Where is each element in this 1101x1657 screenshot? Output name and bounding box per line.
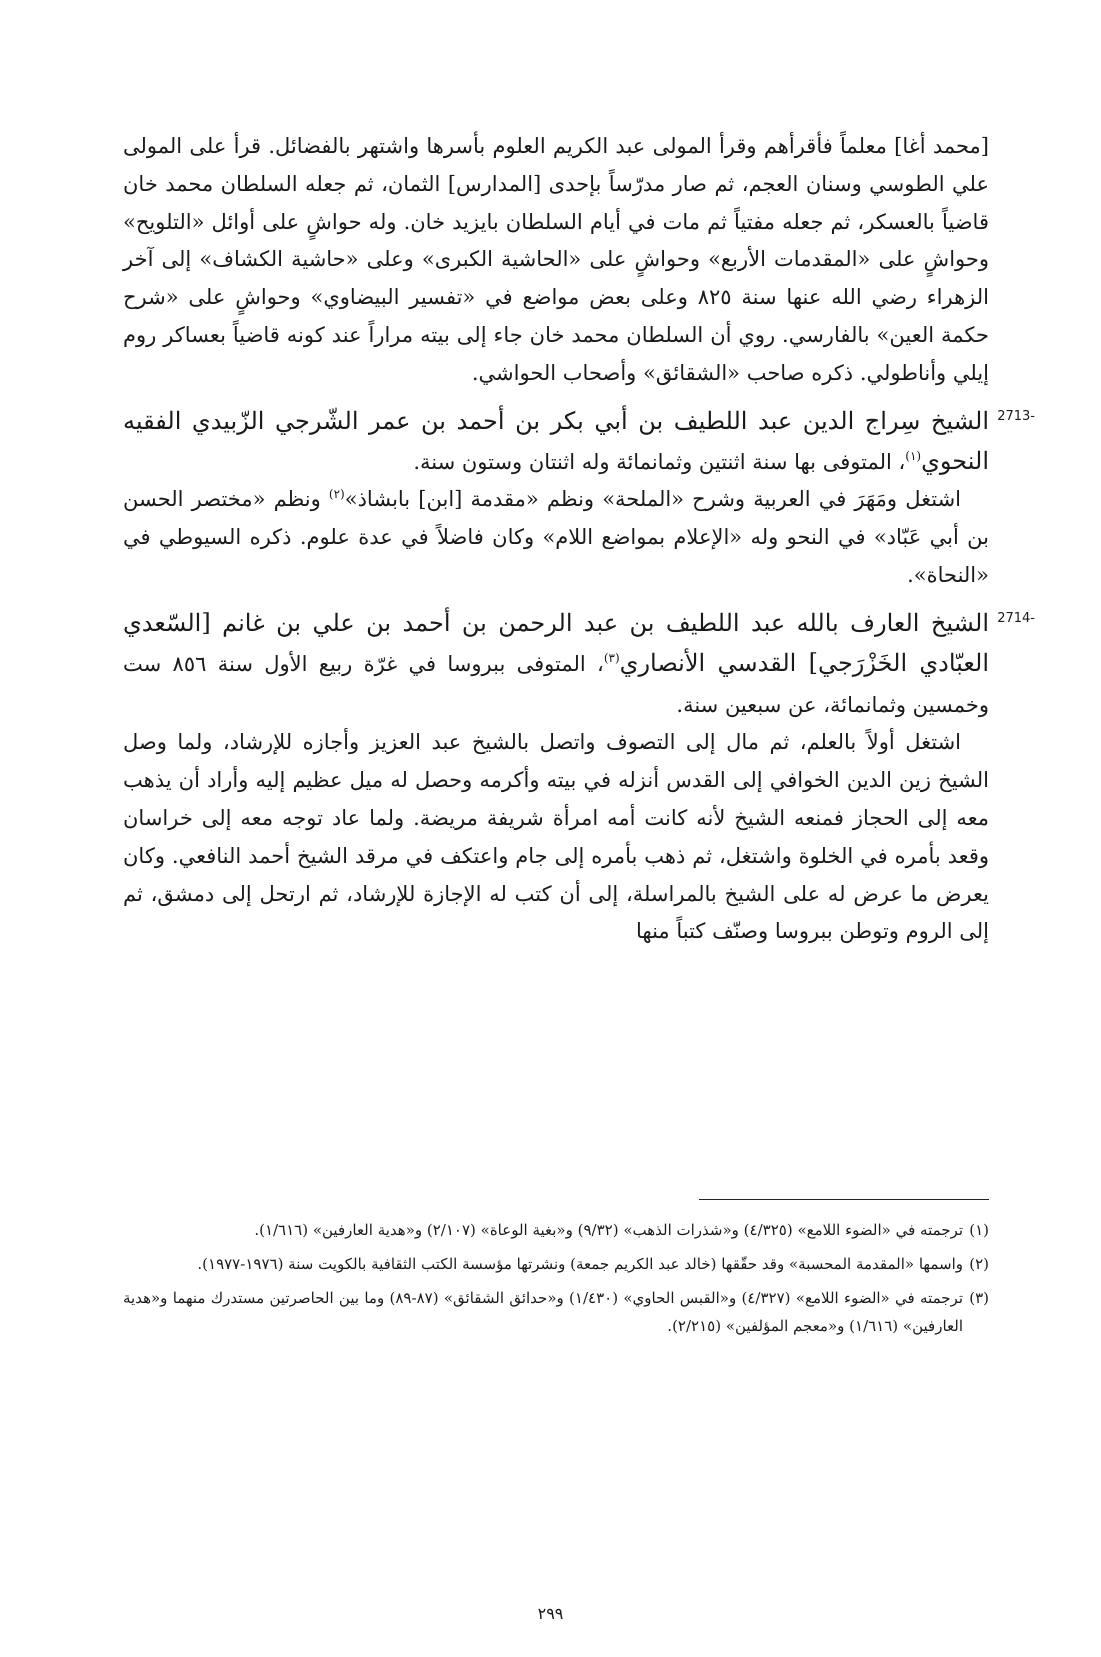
entry-body (123, 724, 989, 951)
footnote-separator (699, 1199, 989, 1200)
footnote-1 (123, 1216, 989, 1244)
footnotes-block (123, 1216, 989, 1346)
footnote-3 (123, 1284, 989, 1340)
footnote-marker: (٣) (969, 1289, 989, 1307)
entry-body-text: اشتغل ومَهَرَ في العربية وشرح «الملحة» ونظم «مقدمة [ابن] بابشاذ» (344, 487, 961, 512)
footnote-marker: (١) (969, 1221, 989, 1239)
footnote-marker: (٢) (969, 1255, 989, 1273)
entry-heading-tail: ، المتوفى بها سنة اثنتين وثمانمائة وله اثنتان وستون سنة. (413, 449, 906, 474)
footnote-text: واسمها «المقدمة المحسبة» وقد حقّقها (خالد عبد الكريم جمعة) ونشرتها مؤسسة الكتب الثقافية بالكويت سنة (١٩٧٦-١٩٧٧). (197, 1255, 963, 1273)
entry-body-text: اشتغل أولاً بالعلم، ثم مال إلى التصوف واتصل بالشيخ عبد العزيز وأجازه للإرشاد، ولما وصل الشيخ زين الدين الخوافي إلى القدس أنزله في بيته وأكرمه وحصل له ميل عظيم إليه وأراد أن يذهب معه إلى الحجاز فمنعه الشيخ لأنه كانت أمه امرأة شريفة مريضة. ولما عاد توجه معه إلى خراسان وقعد بأمره في الخلوة واشتغل، ثم ذهب بأمره إلى جام واعتكف في مرقد الشيخ أحمد النافعي. وكان يعرض ما عرض له على الشيخ بالمراسلة، إلى أن كتب له الإجازة للإرشاد، ثم ارتحل إلى دمشق، ثم إلى الروم وتوطن ببروسا وصنّف كتباً منها (123, 730, 989, 944)
entry-number: 2714- (997, 610, 1035, 626)
entry-heading (123, 603, 989, 725)
footnote-ref: (١) (905, 448, 922, 463)
entry-heading (123, 401, 989, 482)
biography-entry-2713 (123, 401, 1035, 595)
footnote-text: ترجمته في «الضوء اللامع» (٤/٣٢٥) و«شذرات الذهب» (٩/٣٢) و«بغية الوعاة» (٢/١٠٧) و«هدية العارفين» (١/٦١٦). (254, 1221, 963, 1239)
footnote-ref: (٢) (328, 487, 345, 502)
page-number: ٢٩٩ (537, 1604, 564, 1623)
footnote-text: ترجمته في «الضوء اللامع» (٤/٣٢٧) و«القبس الحاوي» (١/٤٣٠) و«حدائق الشقائق» (٨٧-٨٩) وما بين الحاصرتين مستدرك منهما و«هدية العارفين» (١/٦١٦) و«معجم المؤلفين» (٢/٢١٥). (123, 1289, 963, 1335)
entry-heading-tail: ، المتوفى ببروسا في غرّة ربيع الأول سنة ٨٥٦ ست وخمسين وثمانمائة، عن سبعين سنة. (123, 651, 989, 717)
entry-heading-text: الشيخ سِراج الدين عبد اللطيف بن أبي بكر بن أحمد بن عمر الشّرجي الزّبيدي الفقيه النحوي (123, 406, 989, 475)
entry-heading-text: الشيخ العارف بالله عبد اللطيف بن عبد الرحمن بن أحمد بن علي بن غانم [السّعدي العبّادي الخَزْرَجي] القدسي الأنصاري (123, 608, 989, 677)
entry-body-text-cont: ونظم «مختصر الحسن بن أبي عَبّاد» في النحو وله «الإعلام بمواضع اللام» وكان فاضلاً في عدة علوم. ذكره السيوطي في «النحاة». (123, 487, 989, 587)
intro-paragraph: [محمد أغا] معلماً فأقرأهم وقرأ المولى عبد الكريم العلوم بأسرها واشتهر بالفضائل. قرأ على المولى علي الطوسي وسنان العجم، ثم صار مدرّساً بإحدى [المدارس] الثمان، ثم جعله السلطان محمد خان قاضياً بالعسكر، ثم جعله مفتياً ثم مات في أيام السلطان بايزيد خان. وله حواشٍ على أوائل «التلويح» وحواشٍ على «المقدمات الأربع» وحواشٍ على «الحاشية الكبرى» وعلى «حاشية الكشاف» إلى آخر الزهراء رضي الله عنها سنة ٨٢٥ وعلى بعض مواضع في «تفسير البيضاوي» وحواشٍ على «شرح حكمة العين» بالفارسي. روي أن السلطان محمد خان جاء إلى بيته مراراً عند كونه قاضياً بعساكر روم إيلي وأناطولي. ذكره صاحب «الشقائق» وأصحاب الحواشي. (123, 134, 989, 385)
footnote-ref: (٣) (603, 650, 620, 665)
entry-body (123, 481, 989, 594)
footnote-2 (123, 1250, 989, 1278)
entry-number: 2713- (997, 408, 1035, 424)
biography-entry-2714 (123, 603, 1035, 951)
main-text-block (123, 128, 1035, 951)
